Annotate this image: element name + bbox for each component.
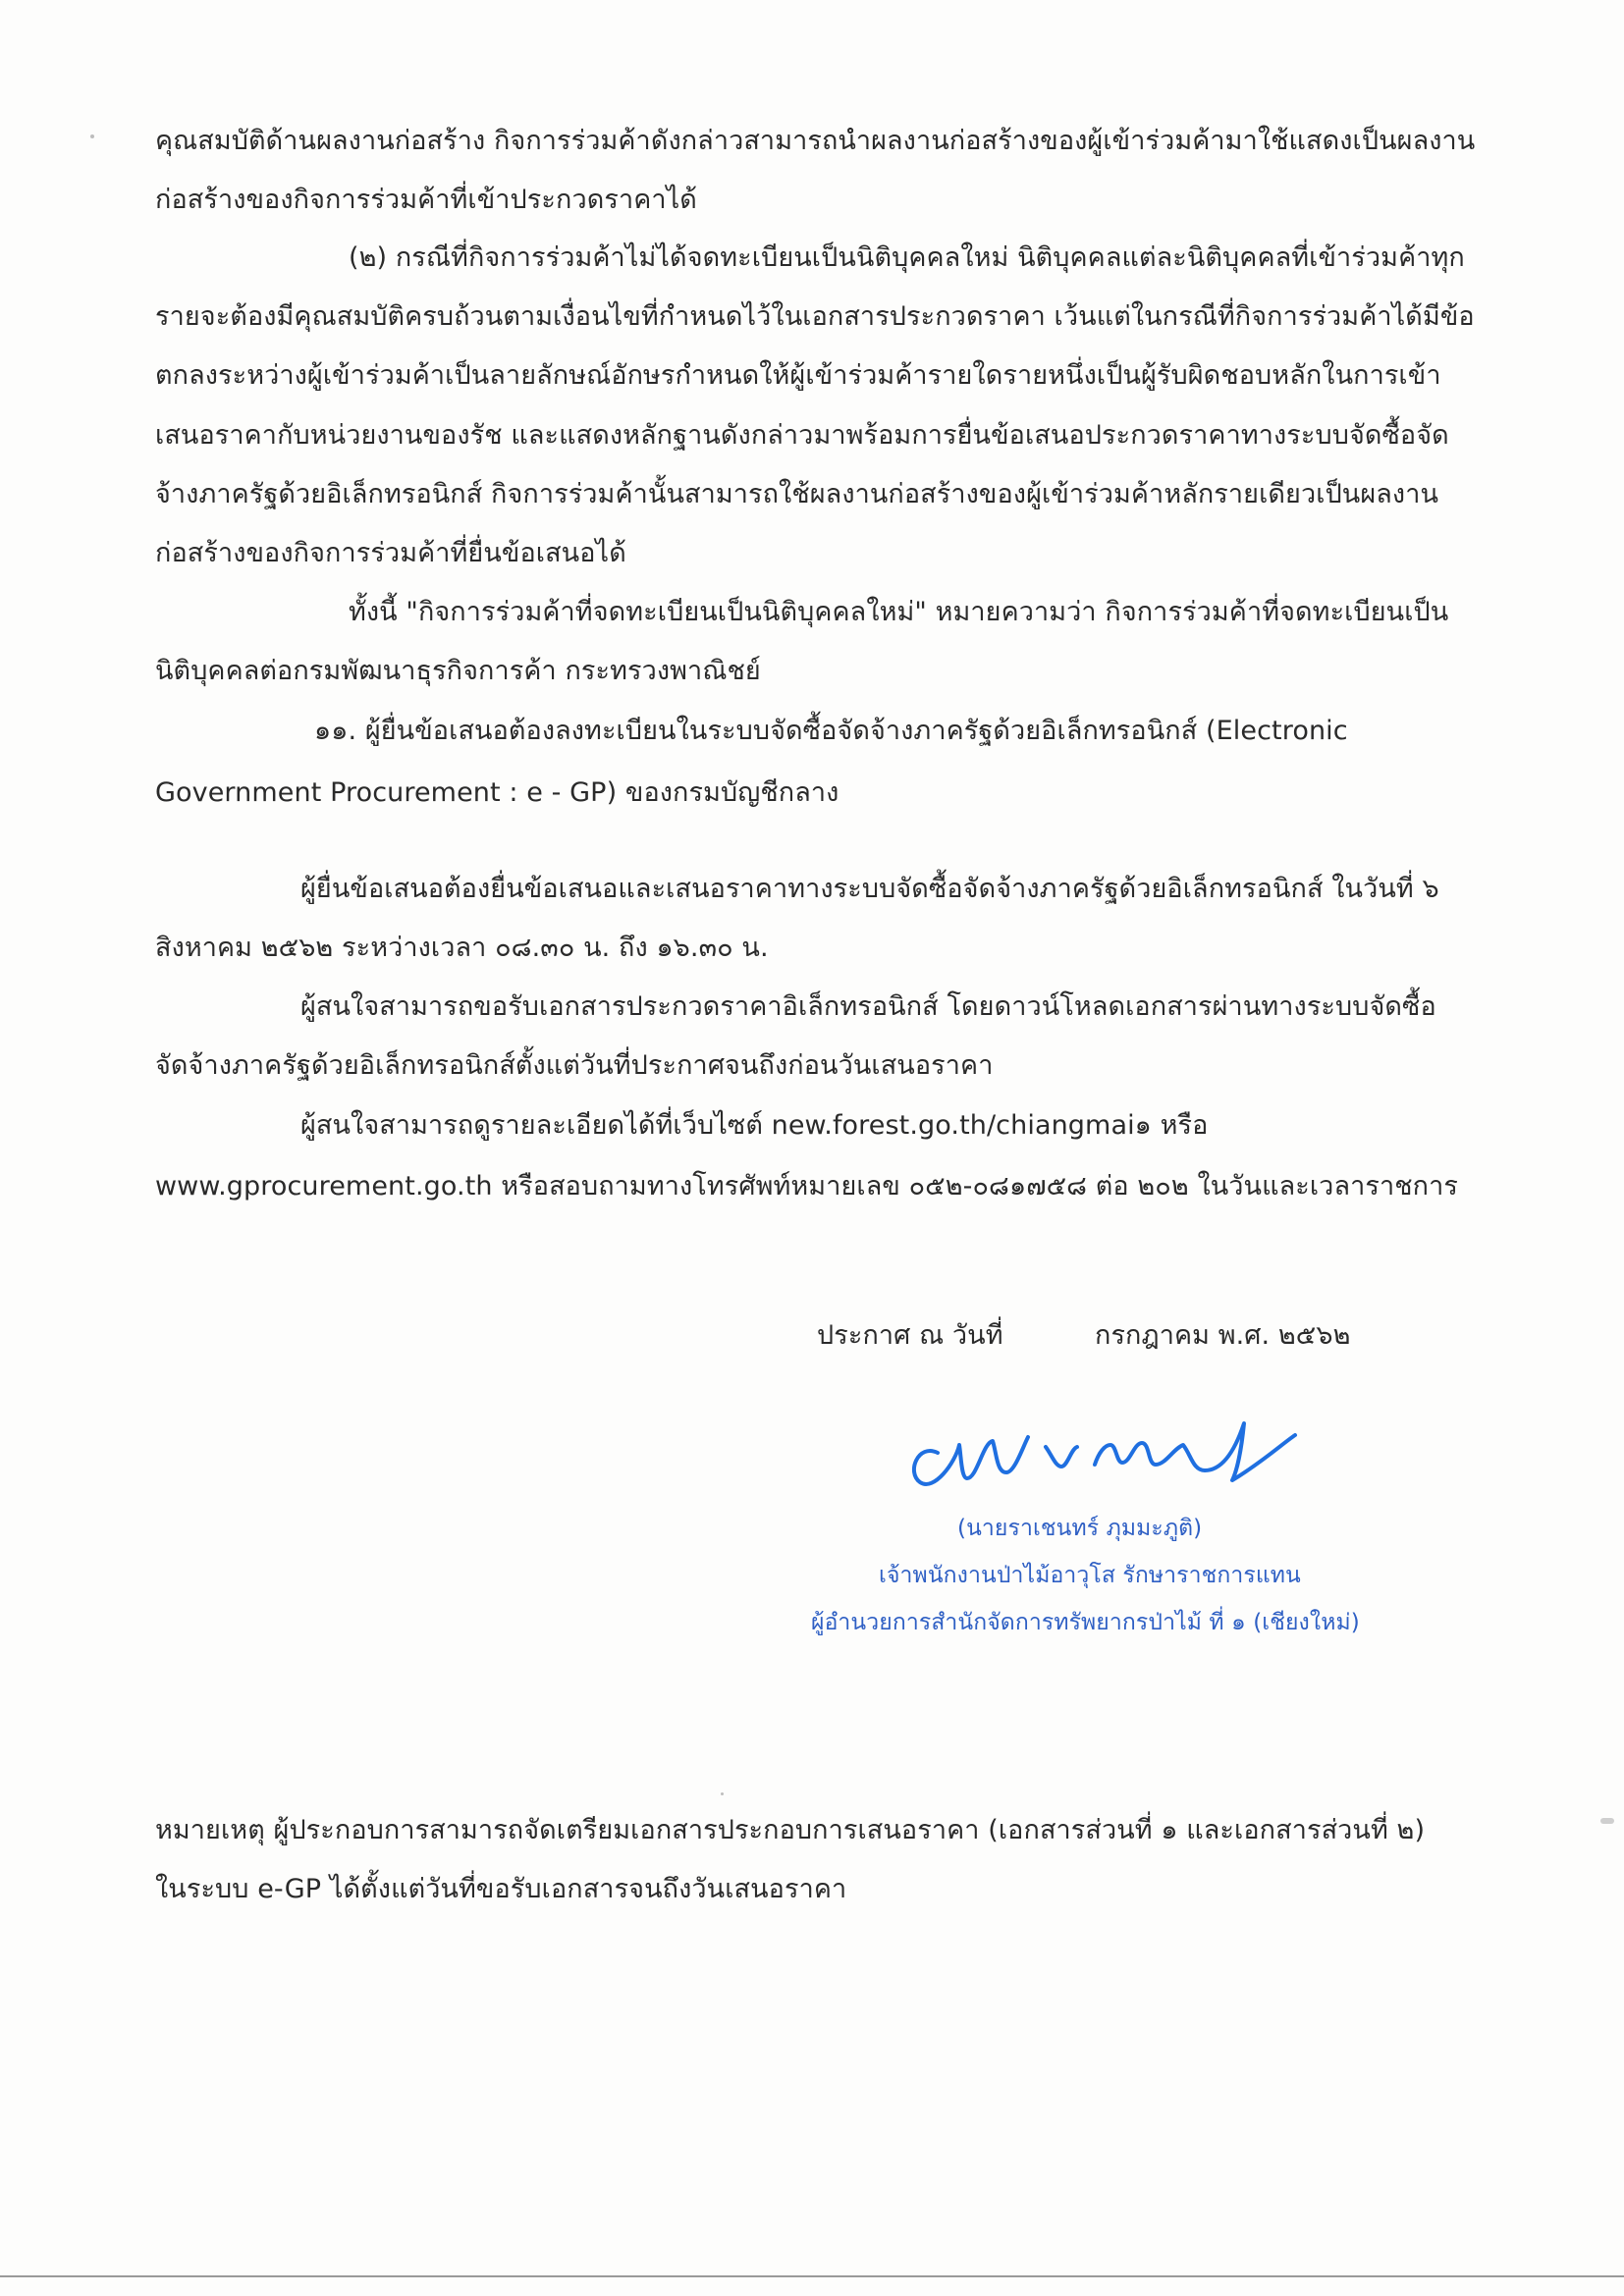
signatory-position-2: ผู้อำนวยการสำนักจัดการทรัพยากรป่าไม้ ที่ ๑ (เชียงใหม่)	[811, 1610, 1360, 1635]
paragraph-3-line-2: นิติบุคคลต่อกรมพัฒนาธุรกิจการค้า กระทรวงพาณิชย์	[155, 656, 761, 686]
paragraph-2-line-3: ตกลงระหว่างผู้เข้าร่วมค้าเป็นลายลักษณ์อักษรกำหนดให้ผู้เข้าร่วมค้ารายใดรายหนึ่งเป็นผู้รับผิดชอบหลักในการเข้า	[155, 360, 1441, 391]
signatory-name: (นายราเชนทร์ ภุมมะภูติ)	[957, 1516, 1203, 1541]
paragraph-5-line-1: ผู้ยื่นข้อเสนอต้องยื่นข้อเสนอและเสนอราคาทางระบบจัดซื้อจัดจ้างภาครัฐด้วยอิเล็กทรอนิกส์ ในวันที่ ๖	[300, 874, 1439, 904]
paragraph-5-line-2: สิงหาคม ๒๕๖๒ ระหว่างเวลา ๐๘.๓๐ น. ถึง ๑๖.๓๐ น.	[155, 933, 769, 963]
paragraph-4-line-1: ๑๑. ผู้ยื่นข้อเสนอต้องลงทะเบียนในระบบจัดซื้อจัดจ้างภาครัฐด้วยอิเล็กทรอนิกส์ (Electronic	[314, 716, 1348, 746]
paragraph-6-line-2: จัดจ้างภาครัฐด้วยอิเล็กทรอนิกส์ตั้งแต่วันที่ประกาศจนถึงก่อนวันเสนอราคา	[155, 1050, 994, 1081]
note-line-2: ในระบบ e-GP ได้ตั้งแต่วันที่ขอรับเอกสารจนถึงวันเสนอราคา	[155, 1874, 847, 1904]
signature-stroke-3	[1095, 1423, 1295, 1480]
signature-image	[898, 1384, 1311, 1502]
announcement-date: กรกฎาคม พ.ศ. ๒๕๖๒	[1095, 1320, 1351, 1351]
paragraph-1-line-2: ก่อสร้างของกิจการร่วมค้าที่เข้าประกวดราคาได้	[155, 185, 697, 215]
paragraph-7-line-2: www.gprocurement.go.th หรือสอบถามทางโทรศัพท์หมายเลข ๐๕๒-๐๘๑๗๕๘ ต่อ ๒๐๒ ในวันและเวลาราชการ	[155, 1171, 1458, 1201]
signature-stroke-2	[1046, 1447, 1077, 1467]
scan-speck	[721, 1792, 724, 1795]
paragraph-2-line-6: ก่อสร้างของกิจการร่วมค้าที่ยื่นข้อเสนอได้	[155, 538, 626, 568]
note-line-1: หมายเหตุ ผู้ประกอบการสามารถจัดเตรียมเอกสารประกอบการเสนอราคา (เอกสารส่วนที่ ๑ และเอกสารส่วนที่ ๒)	[155, 1815, 1426, 1845]
scan-bottom-edge	[0, 2275, 1624, 2277]
paragraph-7-line-1: ผู้สนใจสามารถดูรายละเอียดได้ที่เว็บไซต์ new.forest.go.th/chiangmai๑ หรือ	[300, 1110, 1209, 1141]
paragraph-2-line-1: (๒) กรณีที่กิจการร่วมค้าไม่ได้จดทะเบียนเป็นนิติบุคคลใหม่ นิติบุคคลแต่ละนิติบุคคลที่เข้าร่วมค้าทุก	[349, 242, 1465, 273]
paragraph-2-line-2: รายจะต้องมีคุณสมบัติครบถ้วนตามเงื่อนไขที่กำหนดไว้ในเอกสารประกวดราคา เว้นแต่ในกรณีที่กิจการร่วมค้าได้มีข้อ	[155, 301, 1475, 332]
paragraph-1-line-1: คุณสมบัติด้านผลงานก่อสร้าง กิจการร่วมค้าดังกล่าวสามารถนำผลงานก่อสร้างของผู้เข้าร่วมค้ามาใช้แสดงเป็นผลงาน	[155, 126, 1476, 156]
paragraph-4-line-2: Government Procurement : e - GP) ของกรมบัญชีกลาง	[155, 777, 839, 808]
paragraph-3-line-1: ทั้งนี้ "กิจการร่วมค้าที่จดทะเบียนเป็นนิติบุคคลใหม่" หมายความว่า กิจการร่วมค้าที่จดทะเบียนเป็น	[349, 597, 1449, 627]
announcement-label: ประกาศ ณ วันที่	[817, 1320, 1003, 1351]
scan-speck	[1600, 1818, 1614, 1824]
signature-stroke-1	[914, 1437, 1028, 1484]
scan-speck	[90, 134, 94, 138]
paragraph-2-line-5: จ้างภาครัฐด้วยอิเล็กทรอนิกส์ กิจการร่วมค้านั้นสามารถใช้ผลงานก่อสร้างของผู้เข้าร่วมค้าหลักรายเดียวเป็นผลงาน	[155, 479, 1439, 509]
paragraph-2-line-4: เสนอราคากับหน่วยงานของรัช และแสดงหลักฐานดังกล่าวมาพร้อมการยื่นข้อเสนอประกวดราคาทางระบบจัดซื้อจัด	[155, 420, 1449, 451]
signatory-position-1: เจ้าพนักงานป่าไม้อาวุโส รักษาราชการแทน	[879, 1563, 1301, 1588]
paragraph-6-line-1: ผู้สนใจสามารถขอรับเอกสารประกวดราคาอิเล็กทรอนิกส์ โดยดาวน์โหลดเอกสารผ่านทางระบบจัดซื้อ	[300, 991, 1436, 1022]
